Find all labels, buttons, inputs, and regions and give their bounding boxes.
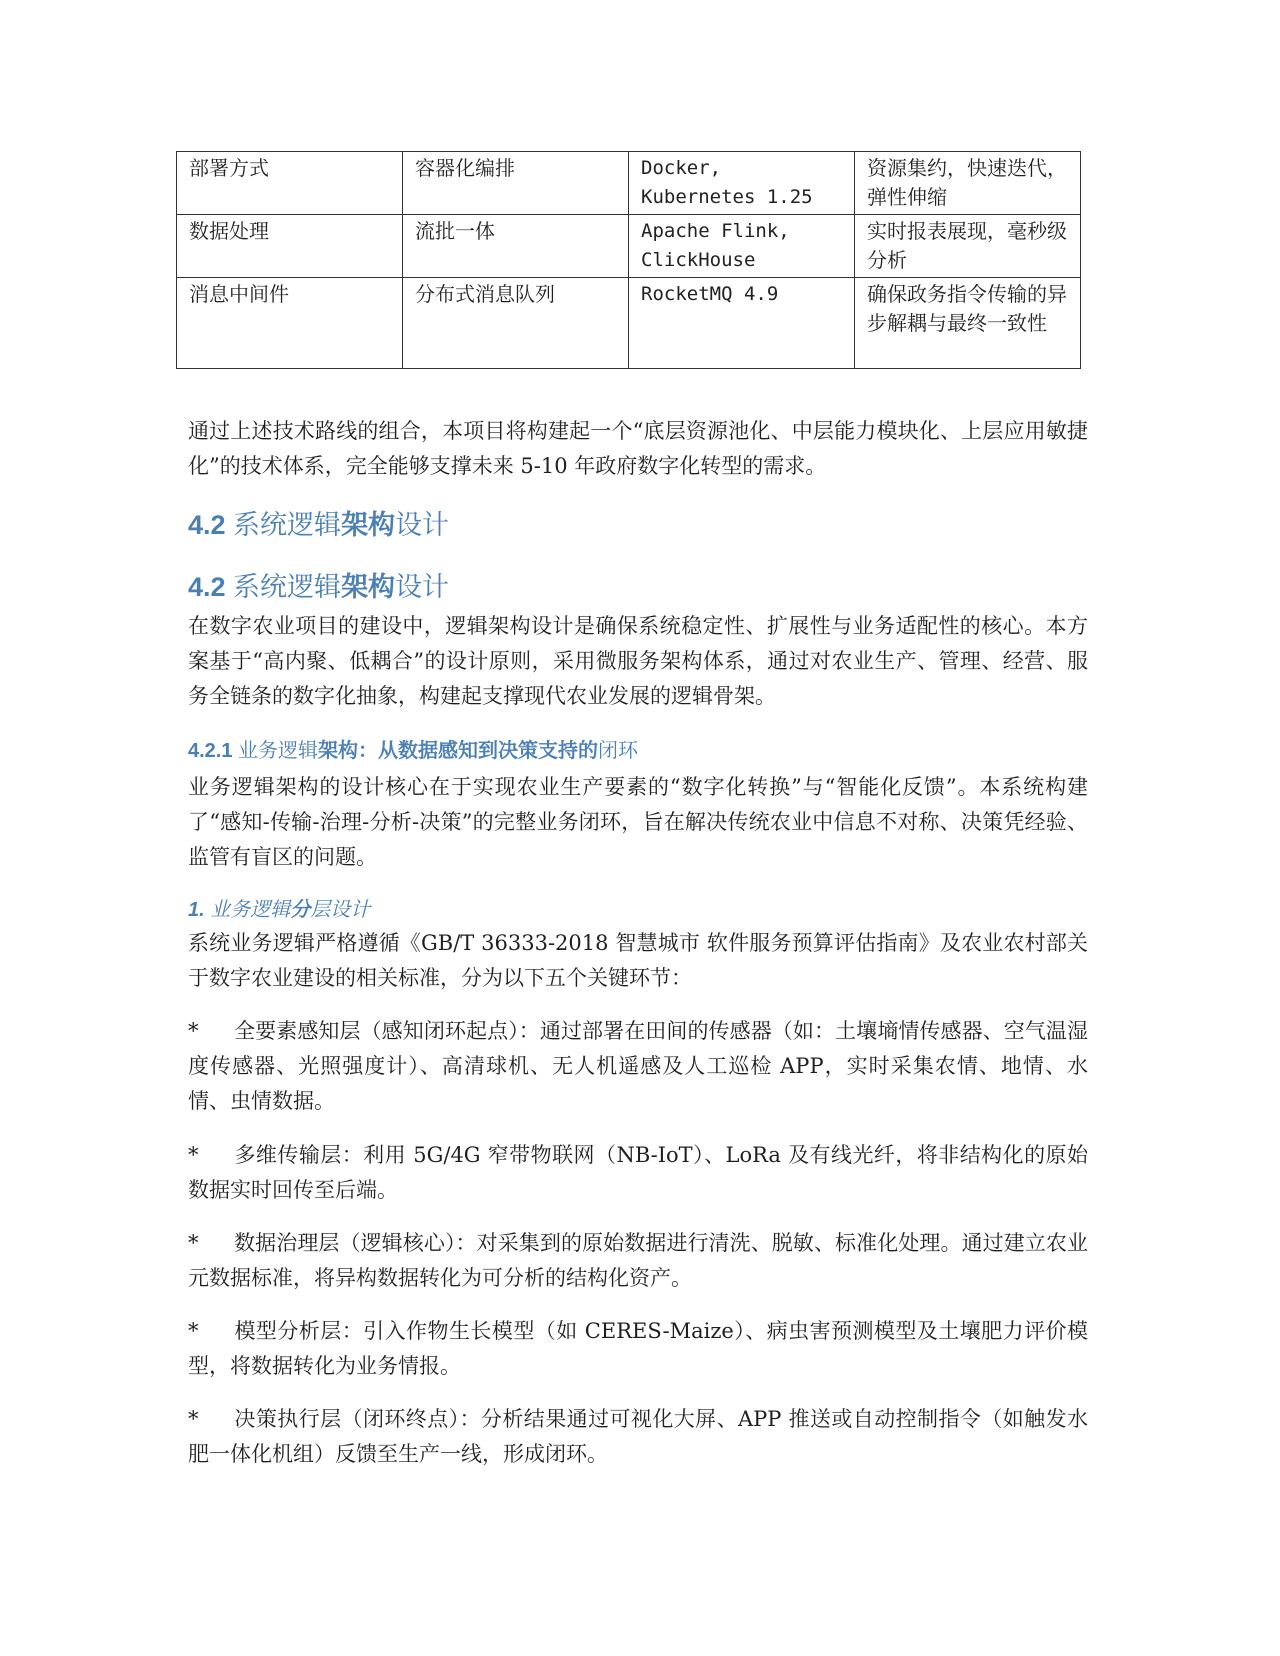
heading-text: 业务逻辑: [204, 899, 291, 921]
table-cell: RocketMQ 4.9: [629, 278, 855, 369]
table-row: [177, 152, 1081, 215]
list-item: [188, 1138, 1088, 1208]
table-cell: 实时报表展现，毫秒级分析: [855, 215, 1081, 278]
table-cell: 部署方式: [177, 152, 403, 215]
heading-text: 闭环: [598, 740, 639, 762]
table-cell: 数据处理: [177, 215, 403, 278]
table-row: [177, 278, 1081, 369]
section-heading: [188, 507, 1088, 543]
table-cell: 分布式消息队列: [403, 278, 629, 369]
list-item: [188, 1226, 1088, 1296]
bullet-marker: *: [188, 1143, 199, 1167]
table-row: [177, 215, 1081, 278]
bullet-marker: *: [188, 1319, 199, 1343]
bullet-marker: *: [188, 1231, 199, 1255]
table-cell: 资源集约，快速迭代，弹性伸缩: [855, 152, 1081, 215]
heading-emphasis: 架构: [341, 510, 396, 540]
list-item-text: 数据治理层（逻辑核心）：对采集到的原始数据进行清洗、脱敏、标准化处理。通过建立农业元数据标准，将异构数据转化为可分析的结构化资产。: [188, 1231, 1088, 1290]
heading-number: 4.2: [188, 510, 226, 540]
list-item: [188, 1014, 1088, 1119]
table-cell: Docker, Kubernetes 1.25: [629, 152, 855, 215]
list-item-text: 全要素感知层（感知闭环起点）：通过部署在田间的传感器（如：土壤墒情传感器、空气温湿度传感器、光照强度计）、高清球机、无人机遥感及人工巡检 APP，实时采集农情、地情、水情、虫情数据。: [188, 1019, 1088, 1113]
heading-text: 系统逻辑: [225, 510, 342, 540]
table-cell: 流批一体: [403, 215, 629, 278]
heading-number: 4.2.1: [188, 740, 233, 762]
heading-text: 层设计: [310, 899, 371, 921]
heading-text: 业务逻辑: [232, 740, 319, 762]
subsection-heading: [188, 736, 1088, 766]
heading-emphasis: 分: [290, 899, 311, 921]
heading-emphasis: 架构：从数据感知到决策支持的: [318, 740, 599, 762]
list-item-text: 多维传输层：利用 5G/4G 窄带物联网（NB-IoT）、LoRa 及有线光纤，将非结构化的原始数据实时回传至后端。: [188, 1143, 1088, 1202]
intro-paragraph: 在数字农业项目的建设中，逻辑架构设计是确保系统稳定性、扩展性与业务适配性的核心。本方案基于“高内聚、低耦合”的设计原则，采用微服务架构体系，通过对农业生产、管理、经营、服务全链条的数字化抽象，构建起支撑现代农业发展的逻辑骨架。: [188, 614, 1088, 708]
business-paragraph: 业务逻辑架构的设计核心在于实现农业生产要素的“数字化转换”与“智能化反馈”。本系统构建了“感知-传输-治理-分析-决策”的完整业务闭环，旨在解决传统农业中信息不对称、决策凭经验、监管有盲区的问题。: [188, 775, 1088, 869]
heading-number: 1.: [188, 899, 205, 921]
table-cell: 确保政务指令传输的异步解耦与最终一致性: [855, 278, 1081, 369]
list-item-text: 模型分析层：引入作物生长模型（如 CERES-Maize）、病虫害预测模型及土壤肥力评价模型，将数据转化为业务情报。: [188, 1319, 1088, 1378]
layer-heading: [188, 895, 1088, 925]
section-heading: [188, 569, 1088, 605]
summary-paragraph: 通过上述技术路线的组合，本项目将构建起一个“底层资源池化、中层能力模块化、上层应用敏捷化”的技术体系，完全能够支撑未来 5-10 年政府数字化转型的需求。: [188, 419, 1088, 478]
table-cell: 容器化编排: [403, 152, 629, 215]
list-item-text: 决策执行层（闭环终点）：分析结果通过可视化大屏、APP 推送或自动控制指令（如触发水肥一体化机组）反馈至生产一线，形成闭环。: [188, 1407, 1088, 1466]
heading-text: 设计: [395, 510, 450, 540]
heading-emphasis: 架构: [341, 572, 396, 602]
layer-paragraph: 系统业务逻辑严格遵循《GB/T 36333-2018 智慧城市 软件服务预算评估指南》及农业农村部关于数字农业建设的相关标准，分为以下五个关键环节：: [188, 931, 1088, 990]
list-item: [188, 1402, 1088, 1472]
bullet-marker: *: [188, 1407, 199, 1431]
technology-table: [176, 151, 1081, 369]
list-item: [188, 1314, 1088, 1384]
bullet-marker: *: [188, 1019, 199, 1043]
table-cell: 消息中间件: [177, 278, 403, 369]
heading-text: 系统逻辑: [225, 572, 342, 602]
heading-text: 设计: [395, 572, 450, 602]
heading-number: 4.2: [188, 572, 226, 602]
table-cell: Apache Flink, ClickHouse: [629, 215, 855, 278]
